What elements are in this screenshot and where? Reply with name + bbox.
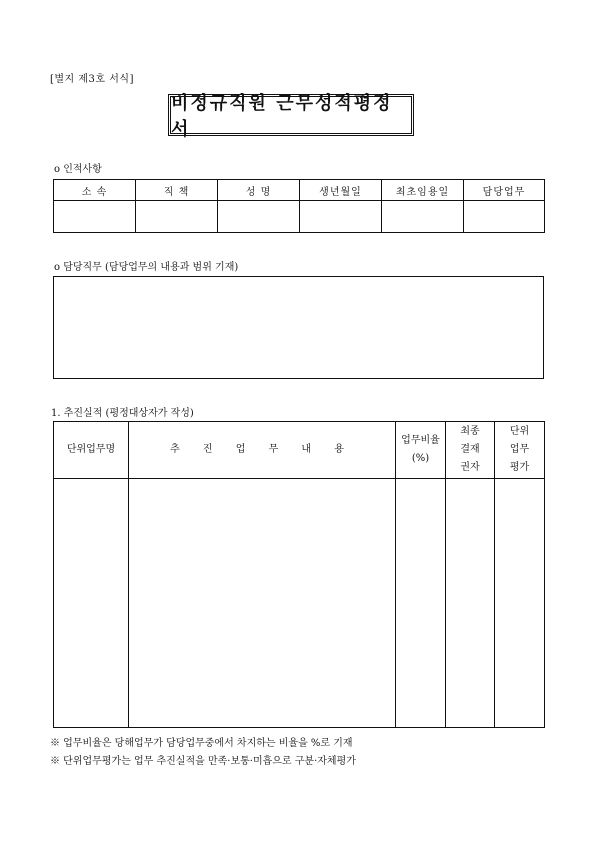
duty-description-box[interactable]	[53, 276, 544, 379]
unit-task-name-cell[interactable]	[54, 479, 129, 728]
birthdate-cell[interactable]	[300, 201, 382, 233]
col-unit-evaluation	[495, 422, 545, 479]
performance-table	[53, 421, 545, 728]
col-final-approver	[446, 422, 495, 479]
col-task-ratio	[396, 422, 446, 479]
table-row	[54, 201, 545, 233]
personal-info-heading: o 인적사항	[54, 164, 102, 175]
col-final-approver-line1: 최종	[460, 426, 480, 437]
col-name: 성 명	[218, 180, 300, 201]
col-task-ratio-line2: (%)	[411, 453, 430, 464]
note-task-ratio: ※ 업무비율은 당해업무가 담당업무중에서 차지하는 비율을 %로 기재	[50, 738, 353, 749]
col-department: 소 속	[54, 180, 136, 201]
department-cell[interactable]	[54, 201, 136, 233]
performance-heading: 1. 추진실적 (평정대상자가 작성)	[51, 408, 194, 419]
title-box	[168, 93, 414, 140]
task-content-cell[interactable]	[129, 479, 396, 728]
page-title: 비정규직원 근무성적평정서	[171, 93, 393, 140]
col-task-ratio-line1: 업무비율	[401, 435, 440, 446]
note-unit-evaluation: ※ 단위업무평가는 업무 추진실적을 만족·보통·미흡으로 구분·자체평가	[50, 756, 356, 767]
table-header-row	[54, 422, 545, 479]
personal-info-table	[53, 179, 545, 233]
task-ratio-cell[interactable]	[396, 479, 446, 728]
first-hire-date-cell[interactable]	[382, 201, 464, 233]
table-header-row	[54, 180, 545, 201]
form-number-label: [별지 제3호 서식]	[50, 74, 134, 85]
col-unit-evaluation-line1: 단위	[509, 426, 530, 437]
col-unit-task-name: 단위업무명	[54, 422, 129, 479]
final-approver-cell[interactable]	[446, 479, 495, 728]
col-final-approver-line3: 권자	[460, 462, 480, 473]
col-task-content: 추 진 업 무 내 용	[129, 422, 396, 479]
duty-heading: o 담당직무 (담당업무의 내용과 범위 기재)	[54, 262, 239, 273]
col-assigned-duty: 담당업무	[464, 180, 545, 201]
table-row	[54, 479, 545, 728]
col-birthdate: 생년월일	[300, 180, 382, 201]
col-unit-evaluation-line3: 평가	[509, 462, 530, 473]
col-first-hire-date: 최초임용일	[382, 180, 464, 201]
col-unit-evaluation-line2: 업무	[509, 444, 530, 455]
position-cell[interactable]	[136, 201, 218, 233]
col-final-approver-line2: 결재	[460, 444, 480, 455]
col-position: 직 책	[136, 180, 218, 201]
unit-evaluation-cell[interactable]	[495, 479, 545, 728]
name-cell[interactable]	[218, 201, 300, 233]
assigned-duty-cell[interactable]	[464, 201, 545, 233]
